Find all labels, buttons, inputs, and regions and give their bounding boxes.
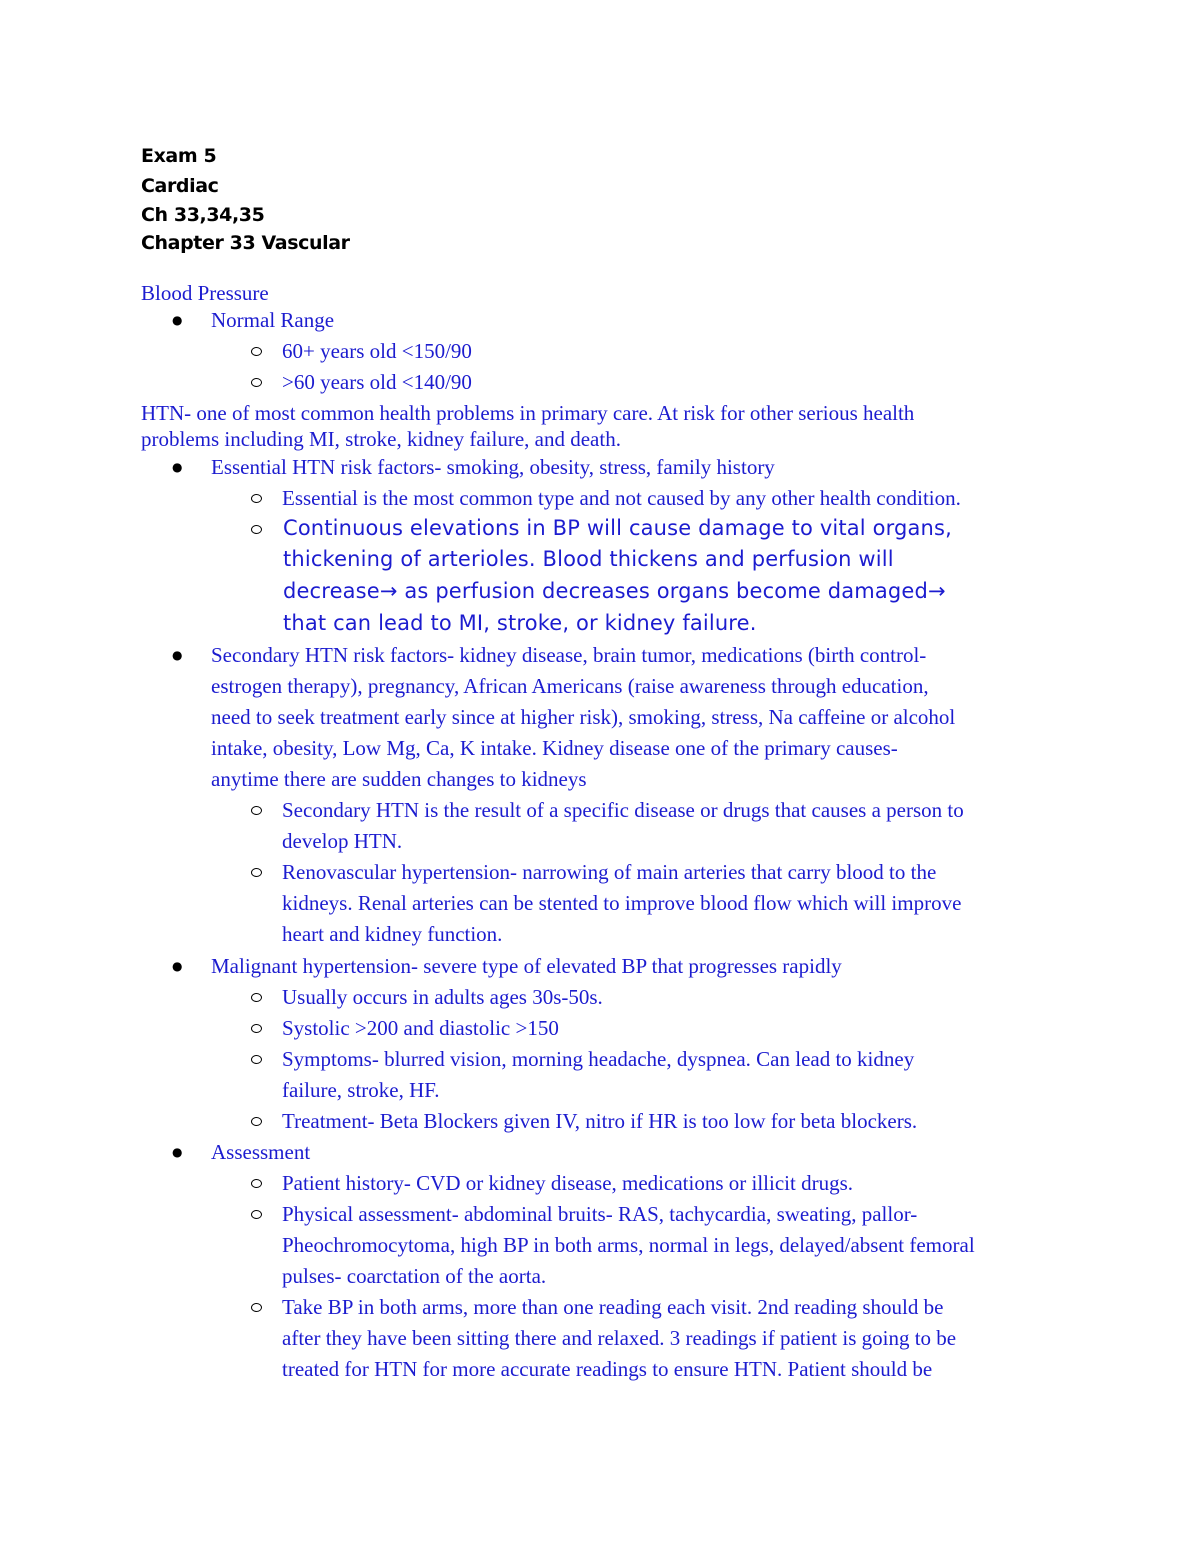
subject-title: Cardiac — [141, 175, 219, 197]
continuous-elevation-line: Continuous elevations in BP will cause damage to vital organs, — [283, 516, 952, 540]
chapters-line: Ch 33,34,35 — [141, 204, 265, 226]
range-item: >60 years old <140/90 — [282, 370, 472, 394]
renovascular-line: kidneys. Renal arteries can be stented to improve blood flow which will improve — [282, 891, 962, 915]
assessment-item: Take BP in both arms, more than one reading each visit. 2nd reading should be — [282, 1295, 944, 1319]
renovascular-line: heart and kidney function. — [282, 922, 503, 946]
circle-bullet-icon — [251, 494, 262, 503]
circle-bullet-icon — [251, 525, 262, 534]
circle-bullet-icon — [251, 993, 262, 1002]
secondary-detail-line: Secondary HTN is the result of a specific disease or drugs that causes a person to — [282, 798, 964, 822]
bullet-icon: ● — [172, 460, 183, 474]
circle-bullet-icon — [251, 1210, 262, 1219]
secondary-detail-line: develop HTN. — [282, 829, 403, 853]
assessment-item: after they have been sitting there and relaxed. 3 readings if patient is going to be — [282, 1326, 957, 1350]
htn-intro-line: problems including MI, stroke, kidney failure, and death. — [141, 427, 621, 451]
circle-bullet-icon — [251, 868, 262, 877]
bullet-icon: ● — [172, 313, 183, 327]
circle-bullet-icon — [251, 378, 262, 387]
secondary-htn-line: Secondary HTN risk factors- kidney disease, brain tumor, medications (birth control- — [211, 643, 927, 667]
assessment-item: Pheochromocytoma, high BP in both arms, normal in legs, delayed/absent femoral — [282, 1233, 975, 1257]
malignant-item: Symptoms- blurred vision, morning headache, dyspnea. Can lead to kidney — [282, 1047, 915, 1071]
circle-bullet-icon — [251, 1117, 262, 1126]
continuous-elevation-line: that can lead to MI, stroke, or kidney failure. — [283, 611, 757, 635]
essential-detail: Essential is the most common type and not caused by any other health condition. — [282, 486, 961, 510]
assessment-item: treated for HTN for more accurate readings to ensure HTN. Patient should be — [282, 1357, 933, 1381]
circle-bullet-icon — [251, 1055, 262, 1064]
circle-bullet-icon — [251, 806, 262, 815]
malignant-item: failure, stroke, HF. — [282, 1078, 440, 1102]
exam-title: Exam 5 — [141, 145, 217, 167]
assessment-item: Patient history- CVD or kidney disease, medications or illicit drugs. — [282, 1171, 853, 1195]
secondary-htn-line: need to seek treatment early since at higher risk), smoking, stress, Na caffeine or alcohol — [211, 705, 956, 729]
assessment-item: Physical assessment- abdominal bruits- RAS, tachycardia, sweating, pallor- — [282, 1202, 918, 1226]
htn-intro-line: HTN- one of most common health problems in primary care. At risk for other serious health — [141, 401, 915, 425]
malignant-item: Usually occurs in adults ages 30s-50s. — [282, 985, 603, 1009]
continuous-elevation-line: thickening of arterioles. Blood thickens and perfusion will — [283, 547, 894, 571]
range-item: 60+ years old <150/90 — [282, 339, 472, 363]
assessment-item: pulses- coarctation of the aorta. — [282, 1264, 547, 1288]
bullet-icon: ● — [172, 1145, 183, 1159]
circle-bullet-icon — [251, 1303, 262, 1312]
malignant-item: Treatment- Beta Blockers given IV, nitro if HR is too low for beta blockers. — [282, 1109, 918, 1133]
circle-bullet-icon — [251, 1179, 262, 1188]
secondary-htn-line: intake, obesity, Low Mg, Ca, K intake. Kidney disease one of the primary causes- — [211, 736, 898, 760]
bullet-icon: ● — [172, 959, 183, 973]
assessment-label: Assessment — [211, 1140, 311, 1164]
malignant-item: Systolic >200 and diastolic >150 — [282, 1016, 559, 1040]
circle-bullet-icon — [251, 347, 262, 356]
bullet-icon: ● — [172, 648, 183, 662]
blood-pressure-heading: Blood Pressure — [141, 281, 269, 305]
secondary-htn-line: anytime there are sudden changes to kidneys — [211, 767, 587, 791]
essential-htn-label: Essential HTN risk factors- smoking, obesity, stress, family history — [211, 455, 775, 479]
continuous-elevation-line: decrease→ as perfusion decreases organs become damaged→ — [283, 579, 946, 603]
secondary-htn-line: estrogen therapy), pregnancy, African Americans (raise awareness through education, — [211, 674, 929, 698]
renovascular-line: Renovascular hypertension- narrowing of main arteries that carry blood to the — [282, 860, 937, 884]
chapter-title: Chapter 33 Vascular — [141, 232, 350, 254]
malignant-htn-label: Malignant hypertension- severe type of elevated BP that progresses rapidly — [211, 954, 842, 978]
normal-range-label: Normal Range — [211, 308, 335, 332]
circle-bullet-icon — [251, 1024, 262, 1033]
